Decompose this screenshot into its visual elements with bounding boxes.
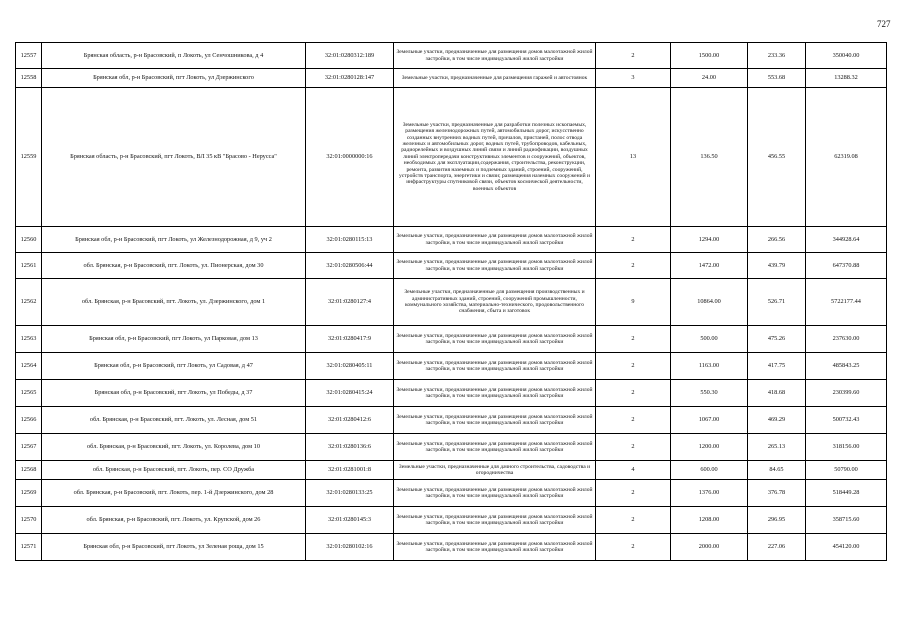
row-cadastral-value: 485843.25 [806, 353, 887, 380]
table-body [16, 43, 887, 561]
row-land-use: Земельные участки, предназначенные для размещения домов малоэтажной жилой застройки, в том числе индивидуальной жилой застройки [394, 43, 596, 69]
row-number: 12559 [16, 88, 42, 227]
row-cadastral-value: 50790.00 [806, 461, 887, 480]
row-cadastral-value: 318156.00 [806, 434, 887, 461]
row-number: 12558 [16, 69, 42, 88]
row-number: 12560 [16, 227, 42, 253]
row-land-use: Земельные участки, предназначенные для размещения домов малоэтажной жилой застройки, в том числе индивидуальной жилой застройки [394, 326, 596, 353]
row-number: 12568 [16, 461, 42, 480]
row-cadastral-value: 62319.08 [806, 88, 887, 227]
row-cadastral-value: 13288.32 [806, 69, 887, 88]
row-area: 2000.00 [671, 534, 748, 561]
row-address: Брянская область, р-н Брасовский, п Локоть, ул Сенчошникова, д 4 [42, 43, 306, 69]
table-row [16, 534, 887, 561]
row-area: 136.50 [671, 88, 748, 227]
row-cadastral-number: 32:01:0280115:13 [306, 227, 394, 253]
row-area: 10864.00 [671, 279, 748, 326]
row-specific-value: 233.36 [748, 43, 806, 69]
row-area: 1472.00 [671, 253, 748, 279]
row-address: обл. Брянская, р-н Брасовский, пгт. Локоть, ул. Дзержинского, дом 1 [42, 279, 306, 326]
row-area: 1500.00 [671, 43, 748, 69]
row-number: 12567 [16, 434, 42, 461]
row-number: 12561 [16, 253, 42, 279]
row-specific-value: 469.29 [748, 407, 806, 434]
row-cadastral-number: 32:01:0280417:9 [306, 326, 394, 353]
row-cadastral-number: 32:01:0280506:44 [306, 253, 394, 279]
table-row [16, 434, 887, 461]
row-address: Брянская обл, р-н Брасовский, пгт Локоть, ул Зеленая роща, дом 15 [42, 534, 306, 561]
row-use-group: 2 [596, 326, 671, 353]
row-address: обл. Брянская, р-н Брасовский, пгт. Локоть, пер. 1-й Дзержинского, дом 28 [42, 480, 306, 507]
table-row [16, 507, 887, 534]
row-address: обл. Брянская, р-н Брасовский, пгт. Локоть, ул. Королева, дом 10 [42, 434, 306, 461]
row-use-group: 2 [596, 253, 671, 279]
row-use-group: 3 [596, 69, 671, 88]
row-cadastral-value: 647370.88 [806, 253, 887, 279]
row-area: 600.00 [671, 461, 748, 480]
row-cadastral-number: 32:01:0280412:6 [306, 407, 394, 434]
row-cadastral-number: 32:01:0280145:3 [306, 507, 394, 534]
table-row [16, 326, 887, 353]
row-area: 1163.00 [671, 353, 748, 380]
row-specific-value: 227.06 [748, 534, 806, 561]
row-cadastral-number: 32:01:0280127:4 [306, 279, 394, 326]
row-area: 1067.00 [671, 407, 748, 434]
row-cadastral-number: 32:01:0280312:189 [306, 43, 394, 69]
row-use-group: 2 [596, 534, 671, 561]
row-use-group: 2 [596, 380, 671, 407]
row-specific-value: 456.55 [748, 88, 806, 227]
row-specific-value: 526.71 [748, 279, 806, 326]
row-area: 1376.00 [671, 480, 748, 507]
row-specific-value: 553.68 [748, 69, 806, 88]
row-address: Брянская обл, р-н Брасовский, пгт Локоть, ул Парковая, дом 13 [42, 326, 306, 353]
row-use-group: 2 [596, 407, 671, 434]
row-specific-value: 84.65 [748, 461, 806, 480]
row-cadastral-number: 32:01:0280128:147 [306, 69, 394, 88]
row-specific-value: 418.68 [748, 380, 806, 407]
row-cadastral-number: 32:01:0280415:24 [306, 380, 394, 407]
table-row [16, 407, 887, 434]
row-area: 1200.00 [671, 434, 748, 461]
row-cadastral-number: 32:01:0000000:16 [306, 88, 394, 227]
row-cadastral-value: 518449.28 [806, 480, 887, 507]
row-cadastral-value: 237630.00 [806, 326, 887, 353]
table-row [16, 253, 887, 279]
row-use-group: 13 [596, 88, 671, 227]
page-number: 727 [877, 19, 891, 29]
row-cadastral-value: 358715.60 [806, 507, 887, 534]
row-number: 12563 [16, 326, 42, 353]
row-cadastral-number: 32:01:0280133:25 [306, 480, 394, 507]
row-cadastral-number: 32:01:0281001:8 [306, 461, 394, 480]
row-address: обл. Брянская, р-н Брасовский, пгт. Локоть, ул. Лесная, дом 51 [42, 407, 306, 434]
row-use-group: 2 [596, 507, 671, 534]
row-land-use: Земельные участки, предназначенные для размещения домов малоэтажной жилой застройки, в том числе индивидуальной жилой застройки [394, 253, 596, 279]
row-land-use: Земельные участки, предназначенные для размещения домов малоэтажной жилой застройки, в том числе индивидуальной жилой застройки [394, 380, 596, 407]
row-use-group: 9 [596, 279, 671, 326]
row-use-group: 2 [596, 43, 671, 69]
row-address: обл. Брянская, р-н Брасовский, пгт. Локоть, ул. Крупской, дом 26 [42, 507, 306, 534]
row-area: 1208.00 [671, 507, 748, 534]
row-area: 1294.00 [671, 227, 748, 253]
row-use-group: 2 [596, 480, 671, 507]
row-cadastral-value: 454120.00 [806, 534, 887, 561]
table-row [16, 353, 887, 380]
cadastral-value-table [15, 42, 887, 561]
row-cadastral-value: 350040.00 [806, 43, 887, 69]
table-row [16, 227, 887, 253]
row-specific-value: 475.26 [748, 326, 806, 353]
row-number: 12571 [16, 534, 42, 561]
row-specific-value: 296.95 [748, 507, 806, 534]
row-land-use: Земельные участки, предназначенные для дачного строительства, садоводства и огородничества [394, 461, 596, 480]
table-row [16, 461, 887, 480]
row-cadastral-value: 5722177.44 [806, 279, 887, 326]
row-land-use: Земельные участки, предназначенные для разработки полезных ископаемых, размещения железнодорожных путей, автомобильных дорог, искусственно созданных внутренних водных путей, причалов, пристаней, полос отвода железных и автомобильных дорог, водных путей, трубопроводов, кабельных, радиорелейных и воздушных линий связи и линий радиофикации, воздушных линий электропередачи конструктивных элементов и сооружений, объектов, необходимых для эксплуатации,содержания, строительства, реконструкции, ремонта, развития наземных и подземных зданий, строений, сооружений, устройств транспорта, энергетики и связи; размещения наземных сооружений и инфраструктуры спутниковой связи, объектов космической деятельности, военных объектов [394, 88, 596, 227]
table-row [16, 380, 887, 407]
row-cadastral-number: 32:01:0280102:16 [306, 534, 394, 561]
table-row [16, 279, 887, 326]
row-land-use: Земельные участки, предназначенные для размещения домов малоэтажной жилой застройки, в том числе индивидуальной жилой застройки [394, 407, 596, 434]
row-address: обл. Брянская, р-н Брасовский, пгт. Локоть, ул. Пионерская, дом 30 [42, 253, 306, 279]
row-area: 500.00 [671, 326, 748, 353]
row-number: 12565 [16, 380, 42, 407]
row-number: 12570 [16, 507, 42, 534]
table-row [16, 480, 887, 507]
row-use-group: 4 [596, 461, 671, 480]
row-cadastral-value: 344928.64 [806, 227, 887, 253]
row-area: 550.30 [671, 380, 748, 407]
row-cadastral-number: 32:01:0280136:6 [306, 434, 394, 461]
row-cadastral-value: 500732.43 [806, 407, 887, 434]
row-number: 12562 [16, 279, 42, 326]
row-number: 12569 [16, 480, 42, 507]
row-land-use: Земельные участки, предназначенные для размещения производственных и административных зданий, строений, сооружений промышленности, коммунального хозяйства, материально-технического, продовольственного снабжения, сбыта и заготовок [394, 279, 596, 326]
table-row [16, 69, 887, 88]
row-land-use: Земельные участки, предназначенные для размещения домов малоэтажной жилой застройки, в том числе индивидуальной жилой застройки [394, 480, 596, 507]
row-address: Брянская область, р-н Брасовский, пгт Локоть, ВЛ 35 кВ "Брасово - Нерусса" [42, 88, 306, 227]
row-specific-value: 265.13 [748, 434, 806, 461]
row-land-use: Земельные участки, предназначенные для размещения домов малоэтажной жилой застройки, в том числе индивидуальной жилой застройки [394, 434, 596, 461]
row-address: Брянская обл, р-н Брасовский, пгт Локоть, ул Дзержинского [42, 69, 306, 88]
row-land-use: Земельные участки, предназначенные для размещения домов малоэтажной жилой застройки, в том числе индивидуальной жилой застройки [394, 353, 596, 380]
row-number: 12566 [16, 407, 42, 434]
row-specific-value: 439.79 [748, 253, 806, 279]
row-address: Брянская обл, р-н Брасовский, пгт Локоть, ул Победы, д 37 [42, 380, 306, 407]
row-specific-value: 417.75 [748, 353, 806, 380]
row-use-group: 2 [596, 353, 671, 380]
table-row [16, 43, 887, 69]
row-land-use: Земельные участки, предназначенные для размещения домов малоэтажной жилой застройки, в том числе индивидуальной жилой застройки [394, 534, 596, 561]
row-land-use: Земельные участки, предназначенные для размещения домов малоэтажной жилой застройки, в том числе индивидуальной жилой застройки [394, 507, 596, 534]
row-use-group: 2 [596, 227, 671, 253]
row-use-group: 2 [596, 434, 671, 461]
row-specific-value: 376.78 [748, 480, 806, 507]
row-number: 12564 [16, 353, 42, 380]
row-number: 12557 [16, 43, 42, 69]
row-address: Брянская обл, р-н Брасовский, пгт Локоть, ул Железнодорожная, д 9, уч 2 [42, 227, 306, 253]
row-area: 24.00 [671, 69, 748, 88]
row-land-use: Земельные участки, предназначенные для размещения гаражей и автостоянок [394, 69, 596, 88]
row-address: Брянская обл, р-н Брасовский, пгт Локоть, ул Садовая, д 47 [42, 353, 306, 380]
row-cadastral-value: 230399.60 [806, 380, 887, 407]
row-land-use: Земельные участки, предназначенные для размещения домов малоэтажной жилой застройки, в том числе индивидуальной жилой застройки [394, 227, 596, 253]
table-row [16, 88, 887, 227]
row-specific-value: 266.56 [748, 227, 806, 253]
row-cadastral-number: 32:01:0280405:11 [306, 353, 394, 380]
row-address: обл. Брянская, р-н Брасовский, пгт. Локоть, пер. СО Дружба [42, 461, 306, 480]
